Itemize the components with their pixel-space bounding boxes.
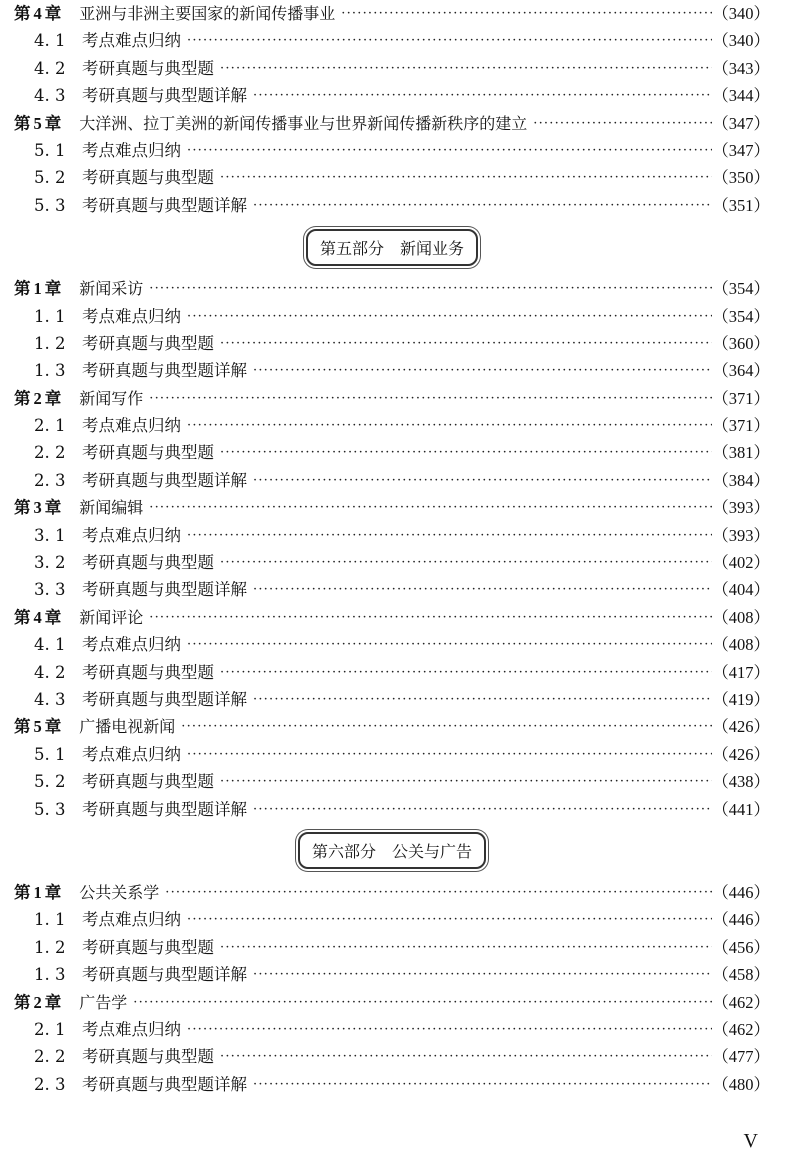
entry-page-number: （354） bbox=[712, 279, 770, 299]
chapter-label bbox=[14, 713, 61, 740]
entry-title: 考研真题与典型题详解 bbox=[82, 470, 247, 490]
section-number: 4. 2 bbox=[34, 662, 66, 682]
section-number: 1. 3 bbox=[34, 965, 66, 985]
chapter-suffix: 章 bbox=[44, 882, 62, 902]
toc-section-entry[interactable] bbox=[14, 1016, 770, 1043]
chapter-number: 1 bbox=[33, 882, 42, 902]
page-number: V bbox=[743, 1130, 758, 1152]
entry-title: 新闻写作 bbox=[79, 388, 144, 408]
entry-page-number: （371） bbox=[712, 416, 770, 436]
entry-title: 大洋洲、拉丁美洲的新闻传播事业与世界新闻传播新秩序的建立 bbox=[79, 113, 528, 133]
entry-title: 亚洲与非洲主要国家的新闻传播事业 bbox=[79, 4, 336, 23]
section-number: 4. 1 bbox=[34, 31, 66, 51]
toc-group-top bbox=[14, 0, 770, 219]
entry-page-number: （347） bbox=[712, 113, 770, 133]
toc-chapter-entry[interactable] bbox=[14, 879, 770, 906]
entry-title: 考研真题与典型题详解 bbox=[82, 799, 247, 819]
dot-leader bbox=[220, 549, 712, 576]
chapter-number: 2 bbox=[33, 992, 42, 1012]
section-number: 1. 2 bbox=[34, 937, 66, 957]
entry-title: 考研真题与典型题详解 bbox=[82, 965, 247, 985]
dot-leader bbox=[149, 604, 712, 631]
entry-title: 考点难点归纳 bbox=[82, 306, 181, 326]
section-number: 2. 3 bbox=[34, 470, 66, 490]
chapter-label bbox=[14, 110, 61, 137]
dot-leader bbox=[187, 906, 712, 933]
toc-section-entry[interactable] bbox=[14, 522, 770, 549]
toc-chapter-entry[interactable] bbox=[14, 0, 770, 27]
entry-page-number: （384） bbox=[712, 470, 770, 490]
toc-section-entry[interactable] bbox=[14, 303, 770, 330]
entry-page-number: （426） bbox=[712, 744, 770, 764]
dot-leader bbox=[187, 412, 712, 439]
entry-title: 新闻评论 bbox=[79, 607, 144, 627]
chapter-number: 5 bbox=[33, 113, 42, 133]
dot-leader bbox=[220, 55, 712, 82]
chapter-prefix: 第 bbox=[14, 279, 31, 299]
entry-page-number: （351） bbox=[712, 195, 770, 215]
dot-leader bbox=[220, 659, 712, 686]
chapter-prefix: 第 bbox=[14, 992, 31, 1012]
section-number: 3. 1 bbox=[34, 525, 66, 545]
toc-section-entry[interactable] bbox=[14, 576, 770, 603]
entry-page-number: （480） bbox=[712, 1074, 770, 1094]
section-number: 2. 1 bbox=[34, 416, 66, 436]
chapter-suffix: 章 bbox=[44, 279, 62, 299]
toc-section-entry[interactable] bbox=[14, 27, 770, 54]
section-number: 1. 1 bbox=[34, 306, 66, 326]
entry-title: 考研真题与典型题 bbox=[82, 662, 214, 682]
entry-page-number: （408） bbox=[712, 635, 770, 655]
toc-section-entry[interactable] bbox=[14, 467, 770, 494]
dot-leader bbox=[187, 522, 712, 549]
toc-section-entry[interactable] bbox=[14, 549, 770, 576]
chapter-label bbox=[14, 0, 61, 27]
entry-page-number: （393） bbox=[712, 498, 770, 518]
entry-title: 考研真题与典型题 bbox=[82, 168, 214, 188]
dot-leader bbox=[220, 1043, 712, 1070]
chapter-number: 1 bbox=[33, 279, 42, 299]
toc-section-entry[interactable] bbox=[14, 741, 770, 768]
toc-section-entry[interactable] bbox=[14, 1071, 770, 1098]
toc-chapter-entry[interactable] bbox=[14, 385, 770, 412]
dot-leader bbox=[533, 110, 712, 137]
chapter-label bbox=[14, 604, 61, 631]
entry-page-number: （462） bbox=[712, 1019, 770, 1039]
section-number: 2. 2 bbox=[34, 443, 66, 463]
toc-chapter-entry[interactable] bbox=[14, 713, 770, 740]
dot-leader bbox=[187, 1016, 712, 1043]
dot-leader bbox=[187, 741, 712, 768]
chapter-number: 5 bbox=[33, 717, 42, 737]
chapter-suffix: 章 bbox=[44, 4, 62, 23]
entry-page-number: （381） bbox=[712, 443, 770, 463]
entry-title: 考点难点归纳 bbox=[82, 416, 181, 436]
entry-title: 新闻采访 bbox=[79, 279, 144, 299]
entry-page-number: （404） bbox=[712, 580, 770, 600]
chapter-label bbox=[14, 494, 61, 521]
dot-leader bbox=[149, 275, 712, 302]
toc-chapter-entry[interactable] bbox=[14, 110, 770, 137]
entry-title: 考点难点归纳 bbox=[82, 31, 181, 51]
chapter-suffix: 章 bbox=[44, 717, 62, 737]
chapter-number: 4 bbox=[33, 4, 42, 23]
toc-chapter-entry[interactable] bbox=[14, 275, 770, 302]
entry-page-number: （402） bbox=[712, 553, 770, 573]
section-number: 5. 3 bbox=[34, 799, 66, 819]
section-number: 5. 1 bbox=[34, 140, 66, 160]
entry-title: 考研真题与典型题详解 bbox=[82, 689, 247, 709]
dot-leader bbox=[220, 768, 712, 795]
chapter-prefix: 第 bbox=[14, 498, 31, 518]
entry-page-number: （340） bbox=[712, 31, 770, 51]
entry-title: 广播电视新闻 bbox=[79, 717, 176, 737]
entry-page-number: （360） bbox=[712, 333, 770, 353]
entry-title: 考点难点归纳 bbox=[82, 1019, 181, 1039]
dot-leader bbox=[149, 385, 712, 412]
entry-title: 考研真题与典型题 bbox=[82, 553, 214, 573]
entry-title: 考研真题与典型题详解 bbox=[82, 361, 247, 381]
entry-title: 考点难点归纳 bbox=[82, 525, 181, 545]
entry-page-number: （438） bbox=[712, 772, 770, 792]
toc-section-entry[interactable] bbox=[14, 631, 770, 658]
dot-leader bbox=[253, 1071, 712, 1098]
dot-leader bbox=[253, 576, 712, 603]
entry-page-number: （347） bbox=[712, 140, 770, 160]
toc-section-entry[interactable] bbox=[14, 796, 770, 823]
entry-title: 考点难点归纳 bbox=[82, 910, 181, 930]
toc-section-entry[interactable] bbox=[14, 164, 770, 191]
section-number: 5. 3 bbox=[34, 195, 66, 215]
entry-page-number: （350） bbox=[712, 168, 770, 188]
entry-page-number: （340） bbox=[712, 4, 770, 23]
toc-chapter-entry[interactable] bbox=[14, 604, 770, 631]
dot-leader bbox=[133, 989, 712, 1016]
chapter-prefix: 第 bbox=[14, 113, 31, 133]
dot-leader bbox=[187, 137, 712, 164]
toc-section-entry[interactable] bbox=[14, 439, 770, 466]
toc-section-entry[interactable] bbox=[14, 412, 770, 439]
entry-page-number: （446） bbox=[712, 882, 770, 902]
dot-leader bbox=[220, 330, 712, 357]
entry-page-number: （419） bbox=[712, 689, 770, 709]
part-heading-five[interactable]: 第五部分 新闻业务 bbox=[306, 229, 478, 266]
entry-page-number: （354） bbox=[712, 306, 770, 326]
dot-leader bbox=[253, 796, 712, 823]
entry-page-number: （458） bbox=[712, 965, 770, 985]
chapter-suffix: 章 bbox=[44, 498, 62, 518]
entry-page-number: （477） bbox=[712, 1047, 770, 1067]
toc-section-entry[interactable] bbox=[14, 137, 770, 164]
entry-page-number: （393） bbox=[712, 525, 770, 545]
toc-section-entry[interactable] bbox=[14, 82, 770, 109]
dot-leader bbox=[220, 164, 712, 191]
toc-chapter-entry[interactable] bbox=[14, 494, 770, 521]
section-number: 1. 2 bbox=[34, 333, 66, 353]
entry-page-number: （441） bbox=[712, 799, 770, 819]
entry-page-number: （344） bbox=[712, 86, 770, 106]
entry-title: 公共关系学 bbox=[79, 882, 160, 902]
dot-leader bbox=[181, 713, 712, 740]
toc-section-entry[interactable] bbox=[14, 768, 770, 795]
entry-title: 考点难点归纳 bbox=[82, 140, 181, 160]
entry-page-number: （343） bbox=[712, 58, 770, 78]
dot-leader bbox=[220, 934, 712, 961]
toc-section-entry[interactable] bbox=[14, 330, 770, 357]
section-number: 3. 2 bbox=[34, 553, 66, 573]
dot-leader bbox=[220, 439, 712, 466]
section-number: 5. 2 bbox=[34, 772, 66, 792]
dot-leader bbox=[253, 467, 712, 494]
toc-section-entry[interactable] bbox=[14, 961, 770, 988]
entry-title: 考研真题与典型题 bbox=[82, 443, 214, 463]
dot-leader bbox=[187, 27, 712, 54]
part-heading-six[interactable]: 第六部分 公关与广告 bbox=[298, 832, 486, 869]
entry-page-number: （446） bbox=[712, 910, 770, 930]
chapter-number: 3 bbox=[33, 498, 42, 518]
entry-page-number: （364） bbox=[712, 361, 770, 381]
section-number: 4. 3 bbox=[34, 86, 66, 106]
entry-title: 考研真题与典型题 bbox=[82, 333, 214, 353]
part-heading-wrap bbox=[14, 823, 770, 879]
entry-page-number: （462） bbox=[712, 992, 770, 1012]
chapter-label bbox=[14, 989, 61, 1016]
entry-page-number: （456） bbox=[712, 937, 770, 957]
entry-title: 考研真题与典型题 bbox=[82, 1047, 214, 1067]
entry-title: 考研真题与典型题详解 bbox=[82, 1074, 247, 1094]
entry-page-number: （417） bbox=[712, 662, 770, 682]
toc-section-entry[interactable] bbox=[14, 686, 770, 713]
dot-leader bbox=[187, 303, 712, 330]
chapter-prefix: 第 bbox=[14, 388, 31, 408]
dot-leader bbox=[187, 631, 712, 658]
chapter-suffix: 章 bbox=[44, 607, 62, 627]
chapter-suffix: 章 bbox=[44, 113, 62, 133]
section-number: 1. 1 bbox=[34, 910, 66, 930]
section-number: 2. 1 bbox=[34, 1019, 66, 1039]
chapter-prefix: 第 bbox=[14, 882, 31, 902]
entry-title: 广告学 bbox=[79, 992, 128, 1012]
toc-section-entry[interactable] bbox=[14, 1043, 770, 1070]
dot-leader bbox=[253, 192, 712, 219]
entry-title: 考研真题与典型题详解 bbox=[82, 86, 247, 106]
entry-title: 新闻编辑 bbox=[79, 498, 144, 518]
entry-page-number: （408） bbox=[712, 607, 770, 627]
entry-title: 考研真题与典型题 bbox=[82, 772, 214, 792]
section-number: 4. 2 bbox=[34, 58, 66, 78]
toc-section-entry[interactable] bbox=[14, 357, 770, 384]
dot-leader bbox=[253, 686, 712, 713]
entry-title: 考点难点归纳 bbox=[82, 744, 181, 764]
chapter-label bbox=[14, 385, 61, 412]
chapter-prefix: 第 bbox=[14, 607, 31, 627]
chapter-label bbox=[14, 879, 61, 906]
dot-leader bbox=[165, 879, 712, 906]
chapter-label bbox=[14, 275, 61, 302]
table-of-contents bbox=[14, 0, 770, 1098]
entry-title: 考研真题与典型题详解 bbox=[82, 195, 247, 215]
entry-title: 考研真题与典型题 bbox=[82, 937, 214, 957]
entry-title: 考研真题与典型题详解 bbox=[82, 580, 247, 600]
section-number: 4. 3 bbox=[34, 689, 66, 709]
dot-leader bbox=[253, 82, 712, 109]
toc-section-entry[interactable] bbox=[14, 934, 770, 961]
entry-title: 考点难点归纳 bbox=[82, 635, 181, 655]
entry-page-number: （371） bbox=[712, 388, 770, 408]
section-number: 3. 3 bbox=[34, 580, 66, 600]
toc-section-entry[interactable] bbox=[14, 192, 770, 219]
section-number: 5. 1 bbox=[34, 744, 66, 764]
entry-title: 考研真题与典型题 bbox=[82, 58, 214, 78]
entry-page-number: （426） bbox=[712, 717, 770, 737]
chapter-number: 4 bbox=[33, 607, 42, 627]
dot-leader bbox=[253, 961, 712, 988]
section-number: 2. 3 bbox=[34, 1074, 66, 1094]
toc-group-part5 bbox=[14, 275, 770, 823]
part-heading-wrap bbox=[14, 219, 770, 275]
toc-group-part6 bbox=[14, 879, 770, 1098]
dot-leader bbox=[149, 494, 712, 521]
toc-section-entry[interactable] bbox=[14, 659, 770, 686]
chapter-prefix: 第 bbox=[14, 717, 31, 737]
dot-leader bbox=[253, 357, 712, 384]
dot-leader bbox=[341, 0, 712, 27]
section-number: 5. 2 bbox=[34, 168, 66, 188]
chapter-number: 2 bbox=[33, 388, 42, 408]
toc-section-entry[interactable] bbox=[14, 55, 770, 82]
toc-chapter-entry[interactable] bbox=[14, 989, 770, 1016]
section-number: 2. 2 bbox=[34, 1047, 66, 1067]
toc-section-entry[interactable] bbox=[14, 906, 770, 933]
chapter-suffix: 章 bbox=[44, 388, 62, 408]
chapter-prefix: 第 bbox=[14, 4, 31, 23]
chapter-suffix: 章 bbox=[44, 992, 62, 1012]
section-number: 1. 3 bbox=[34, 361, 66, 381]
section-number: 4. 1 bbox=[34, 635, 66, 655]
